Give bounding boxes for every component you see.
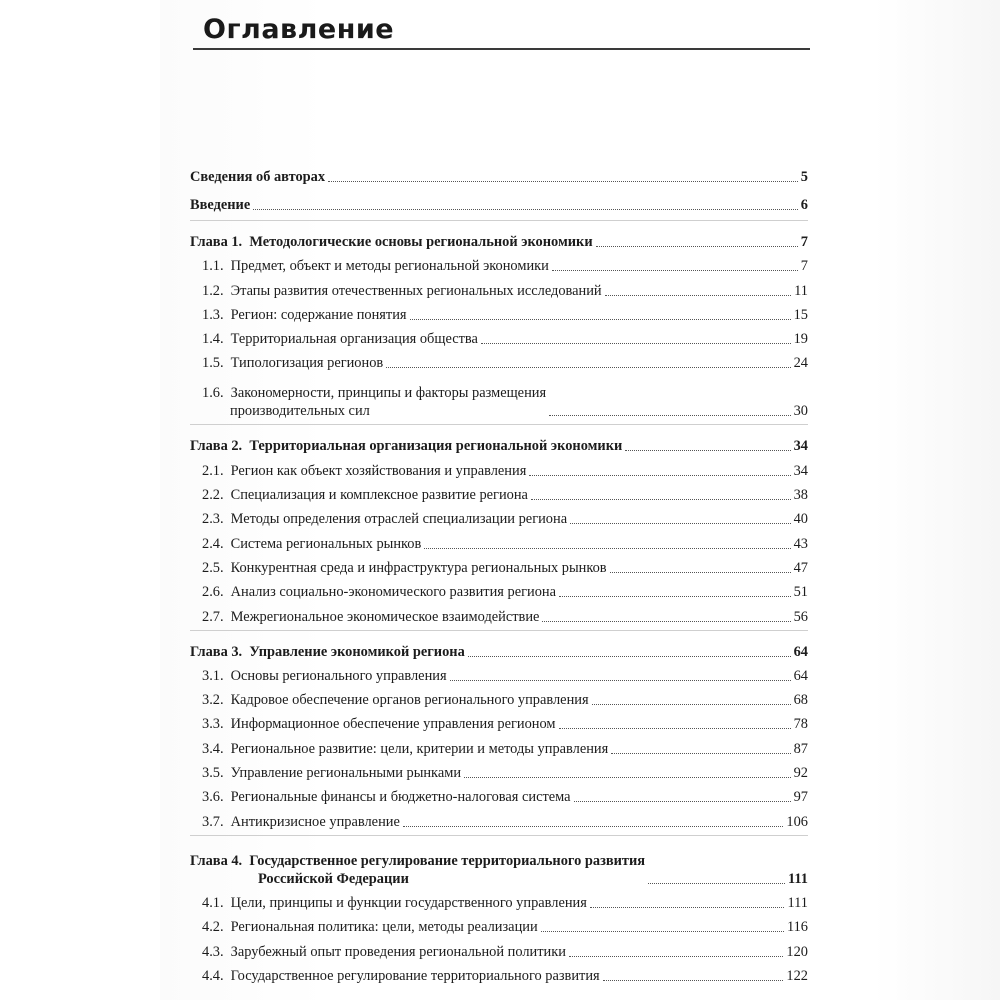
chapter-title: Государственное регулирование территориального развития	[249, 852, 646, 869]
dot-leader	[253, 209, 798, 210]
section-number: 2.6.	[202, 584, 224, 601]
dot-leader	[596, 246, 798, 247]
chapter-number: Глава 1.	[190, 234, 243, 250]
toc-page-number: 51	[793, 584, 808, 601]
toc-entry-label: Введение	[190, 197, 251, 213]
toc-page-number: 19	[793, 331, 808, 348]
toc-section[interactable]	[190, 912, 808, 936]
toc-header	[193, 8, 810, 50]
dot-leader	[611, 753, 790, 754]
toc-section[interactable]	[190, 806, 808, 830]
dot-leader	[403, 826, 784, 827]
section-title: Регион как объект хозяйствования и управления	[230, 462, 527, 479]
toc-chapter-4[interactable]	[190, 835, 808, 888]
dot-leader	[450, 680, 791, 681]
toc-section[interactable]	[190, 553, 808, 577]
dot-leader	[569, 956, 783, 957]
page-title: Оглавление	[203, 14, 395, 45]
chapter-title-continued: Российской Федерации	[258, 870, 409, 887]
section-title: Зарубежный опыт проведения региональной политики	[230, 943, 566, 960]
toc-entry-label	[202, 510, 567, 528]
toc-section[interactable]	[190, 504, 808, 528]
dot-leader	[625, 450, 790, 451]
toc-entry-label	[202, 559, 607, 577]
toc-entry-label	[190, 233, 593, 251]
toc-entry-label	[202, 691, 589, 709]
toc-section[interactable]	[190, 961, 808, 985]
toc-page-number: 116	[786, 919, 808, 936]
section-number: 4.4.	[202, 967, 224, 984]
section-number: 2.7.	[202, 608, 224, 625]
toc-entry-label	[190, 852, 645, 888]
section-number: 1.5.	[202, 355, 224, 372]
section-number: 2.1.	[202, 462, 224, 479]
toc-section[interactable]	[190, 480, 808, 504]
toc-entry-label	[202, 535, 421, 553]
toc-section[interactable]	[190, 733, 808, 757]
toc-entry-label	[202, 813, 400, 831]
toc-page-number: 40	[793, 511, 808, 528]
toc-section[interactable]	[190, 528, 808, 552]
section-title: Анализ социально-экономического развития региона	[230, 584, 556, 601]
toc-entry-label	[202, 486, 528, 504]
section-number: 1.6.	[202, 385, 224, 402]
toc-section[interactable]	[190, 275, 808, 299]
dot-leader	[559, 596, 791, 597]
section-number: 3.2.	[202, 692, 224, 709]
dot-leader	[570, 523, 791, 524]
toc-entry-label	[202, 306, 407, 324]
toc-section[interactable]	[190, 661, 808, 685]
section-number: 2.2.	[202, 487, 224, 504]
chapter-title: Методологические основы региональной экономики	[249, 234, 593, 250]
toc-section[interactable]	[190, 782, 808, 806]
section-number: 1.1.	[202, 258, 224, 275]
toc-entry-label	[190, 643, 465, 661]
chapter-number: Глава 3.	[190, 643, 243, 660]
toc-section[interactable]	[190, 251, 808, 275]
dot-leader	[592, 704, 791, 705]
toc-entry-label	[202, 257, 549, 275]
section-title: Этапы развития отечественных региональных исследований	[230, 282, 602, 299]
dot-leader	[531, 499, 791, 500]
toc-page-number: 120	[786, 943, 808, 960]
toc-entry-label	[202, 715, 556, 733]
section-number: 4.3.	[202, 943, 224, 960]
toc-page-number: 34	[793, 438, 808, 455]
toc-section[interactable]	[190, 685, 808, 709]
toc-page-number: 87	[793, 740, 808, 757]
toc-entry-label	[202, 918, 538, 936]
toc-page-number: 38	[793, 487, 808, 504]
dot-leader	[610, 572, 791, 573]
toc-section[interactable]	[190, 324, 808, 348]
section-number: 3.5.	[202, 765, 224, 782]
toc-entry-label	[202, 583, 556, 601]
dot-leader	[542, 621, 790, 622]
toc-entry-label	[202, 282, 602, 300]
toc-entry-label	[202, 943, 566, 961]
section-title: Регион: содержание понятия	[230, 306, 407, 323]
section-title: Региональное развитие: цели, критерии и методы управления	[230, 740, 609, 757]
section-title: Цели, принципы и функции государственного управления	[230, 894, 587, 911]
section-number: 3.1.	[202, 667, 224, 684]
toc-section[interactable]	[190, 936, 808, 960]
toc-page-number: 64	[793, 667, 808, 684]
toc-section[interactable]	[190, 348, 808, 372]
section-number: 2.5.	[202, 559, 224, 576]
toc-page-number: 92	[793, 765, 808, 782]
toc-page-number: 15	[793, 306, 808, 323]
section-title: Конкурентная среда и инфраструктура региональных рынков	[230, 559, 607, 576]
dot-leader	[648, 883, 785, 884]
toc-section[interactable]	[190, 888, 808, 912]
toc-page-number: 111	[787, 894, 808, 911]
section-number: 3.3.	[202, 716, 224, 733]
section-number: 4.2.	[202, 919, 224, 936]
dot-leader	[328, 181, 798, 182]
section-number: 4.1.	[202, 894, 224, 911]
section-title-continued: производительных сил	[230, 403, 370, 420]
section-title: Управление региональными рынками	[230, 765, 462, 782]
dot-leader	[574, 801, 791, 802]
toc-section[interactable]	[190, 601, 808, 625]
toc-section[interactable]	[190, 372, 808, 420]
toc-section[interactable]	[190, 455, 808, 479]
section-title: Кадровое обеспечение органов регионального управления	[230, 692, 589, 709]
toc-entry-label	[202, 740, 608, 758]
toc-page-number: 111	[788, 870, 808, 887]
dot-leader	[549, 415, 791, 416]
toc-page-number: 11	[794, 282, 808, 299]
toc-entry-label	[202, 667, 447, 685]
toc-page-number: 47	[793, 559, 808, 576]
section-number: 3.6.	[202, 789, 224, 806]
section-title: Основы регионального управления	[230, 667, 447, 684]
dot-leader	[424, 548, 790, 549]
toc-entry-label	[202, 330, 478, 348]
section-number: 1.4.	[202, 331, 224, 348]
toc-entry-label	[202, 894, 587, 912]
toc-entry-label: Сведения об авторах	[190, 169, 326, 185]
dot-leader	[386, 367, 790, 368]
toc-page-number: 64	[793, 643, 808, 660]
toc-entry-authors[interactable]	[190, 162, 808, 186]
toc-page-number: 30	[793, 403, 808, 420]
section-number: 2.3.	[202, 511, 224, 528]
dot-leader	[605, 295, 792, 296]
chapter-title: Территориальная организация региональной экономики	[249, 438, 623, 455]
section-title: Территориальная организация общества	[230, 331, 478, 348]
toc-chapter-3[interactable]	[190, 630, 808, 661]
toc-page-number: 7	[800, 234, 808, 250]
toc-page-number: 68	[793, 692, 808, 709]
chapter-title: Управление экономикой региона	[249, 643, 465, 660]
toc-section[interactable]	[190, 758, 808, 782]
section-number: 2.4.	[202, 535, 224, 552]
dot-leader	[529, 475, 790, 476]
dot-leader	[468, 656, 791, 657]
dot-leader	[410, 319, 791, 320]
dot-leader	[559, 728, 791, 729]
toc-entry-label	[190, 437, 622, 455]
toc-page-number: 24	[793, 355, 808, 372]
chapter-number: Глава 2.	[190, 438, 243, 455]
toc-entry-label	[202, 354, 383, 372]
chapter-number: Глава 4.	[190, 852, 243, 869]
toc-page-number: 56	[793, 608, 808, 625]
toc-section[interactable]	[190, 577, 808, 601]
toc-page-number: 43	[793, 535, 808, 552]
toc-page-number: 97	[793, 789, 808, 806]
section-title: Региональная политика: цели, методы реализации	[230, 919, 538, 936]
dot-leader	[481, 343, 791, 344]
table-of-contents	[190, 162, 808, 985]
toc-section[interactable]	[190, 300, 808, 324]
section-title: Межрегиональное экономическое взаимодействие	[230, 608, 540, 625]
section-title: Региональные финансы и бюджетно-налоговая система	[230, 789, 571, 806]
section-title: Информационное обеспечение управления регионом	[230, 716, 556, 733]
section-title: Система региональных рынков	[230, 535, 422, 552]
section-number: 3.7.	[202, 813, 224, 830]
dot-leader	[590, 907, 785, 908]
section-number: 1.2.	[202, 282, 224, 299]
toc-entry-introduction[interactable]	[190, 190, 808, 214]
toc-page-number: 5	[800, 169, 808, 185]
dot-leader	[464, 777, 791, 778]
section-title: Специализация и комплексное развитие региона	[230, 487, 528, 504]
toc-page-number: 6	[800, 197, 808, 213]
section-title: Предмет, объект и методы региональной экономики	[230, 258, 549, 275]
section-title: Антикризисное управление	[230, 813, 400, 830]
toc-chapter-1[interactable]	[190, 220, 808, 251]
section-number: 3.4.	[202, 740, 224, 757]
toc-entry-label	[202, 462, 526, 480]
toc-entry-label	[202, 608, 539, 626]
section-title: Государственное регулирование территориального развития	[230, 967, 600, 984]
toc-entry-label	[202, 764, 461, 782]
section-title: Типологизация регионов	[230, 355, 384, 372]
dot-leader	[541, 931, 784, 932]
toc-entry-label	[202, 384, 546, 420]
toc-section[interactable]	[190, 709, 808, 733]
toc-chapter-2[interactable]	[190, 424, 808, 455]
toc-page-number: 106	[786, 813, 808, 830]
section-title: Закономерности, принципы и факторы размещения	[230, 385, 547, 402]
section-title: Методы определения отраслей специализации региона	[230, 511, 568, 528]
toc-page-number: 122	[786, 967, 808, 984]
toc-page-number: 78	[793, 716, 808, 733]
section-number: 1.3.	[202, 306, 224, 323]
dot-leader	[552, 270, 798, 271]
toc-entry-label	[202, 788, 571, 806]
dot-leader	[603, 980, 784, 981]
toc-page-number: 34	[793, 462, 808, 479]
toc-page-number: 7	[800, 258, 808, 275]
toc-entry-label	[202, 967, 600, 985]
